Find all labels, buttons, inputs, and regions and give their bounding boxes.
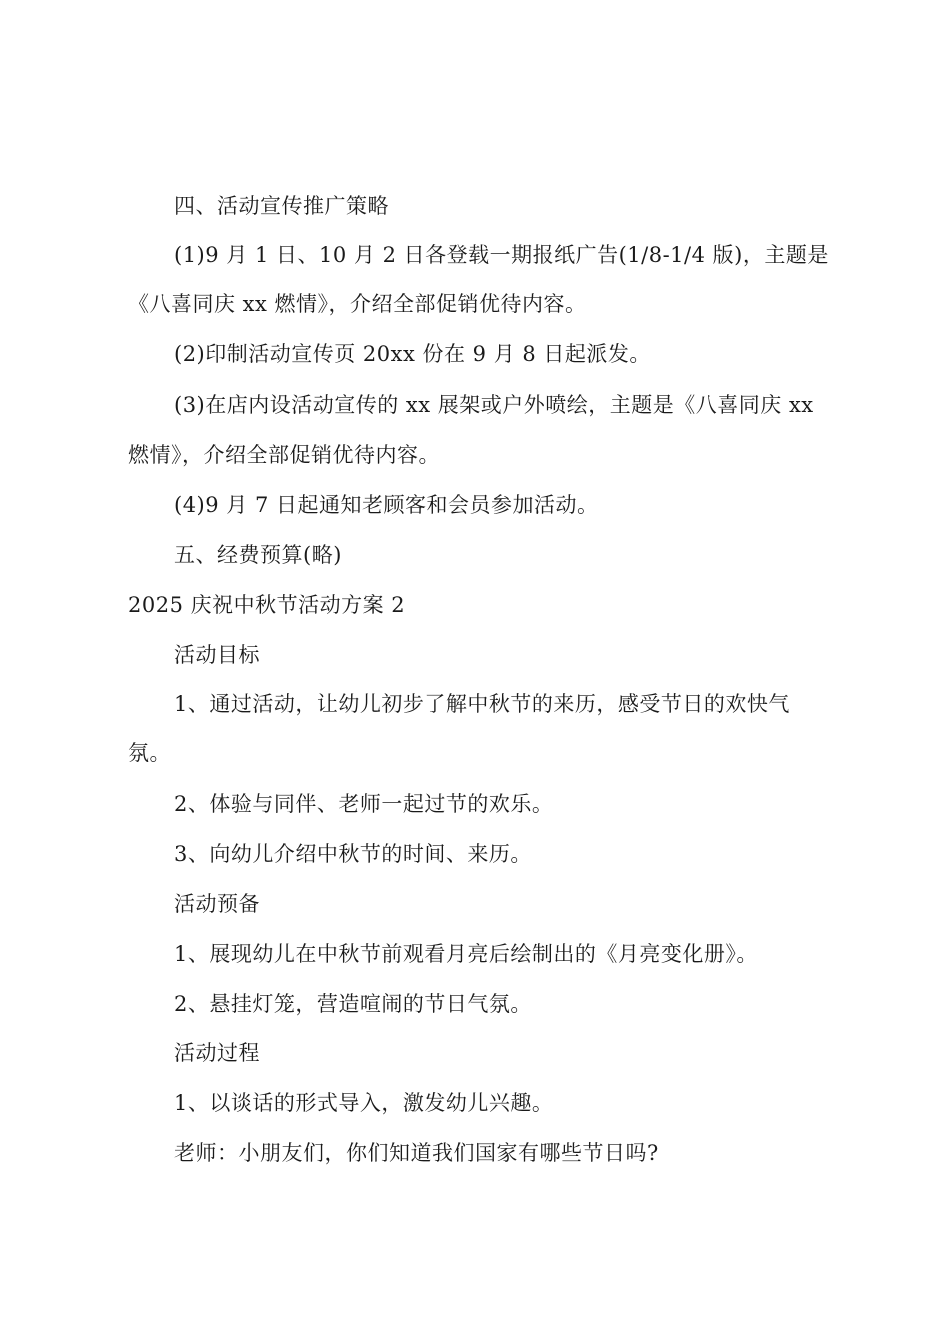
paragraph-line: (2)印制活动宣传页 20xx 份在 9 月 8 日起派发。: [174, 342, 651, 366]
paragraph-line: 1、通过活动，让幼儿初步了解中秋节的来历，感受节日的欢快气: [174, 692, 790, 716]
paragraph-line: (4)9 月 7 日起通知老顾客和会员参加活动。: [174, 493, 599, 517]
section-heading-process: 活动过程: [174, 1041, 260, 1065]
section-heading-budget: 五、经费预算(略): [174, 543, 342, 567]
paragraph-line: (3)在店内设活动宣传的 xx 展架或户外喷绘，主题是《八喜同庆 xx: [174, 393, 814, 417]
paragraph-line: 燃情》，介绍全部促销优待内容。: [128, 443, 440, 467]
paragraph-line: (1)9 月 1 日、10 月 2 日各登载一期报纸广告(1/8-1/4 版)，主题是: [174, 243, 829, 267]
paragraph-line: 1、以谈话的形式导入，激发幼儿兴趣。: [174, 1091, 554, 1115]
section-heading-preparation: 活动预备: [174, 892, 260, 916]
paragraph-line: 氛。: [128, 741, 171, 765]
paragraph-line: 老师：小朋友们，你们知道我们国家有哪些节日吗?: [174, 1141, 659, 1165]
section-heading-goals: 活动目标: [174, 643, 260, 667]
paragraph-line: 3、向幼儿介绍中秋节的时间、来历。: [174, 842, 532, 866]
document-title: 2025 庆祝中秋节活动方案 2: [128, 593, 406, 617]
paragraph-line: 《八喜同庆 xx 燃情》，介绍全部促销优待内容。: [128, 292, 587, 316]
paragraph-line: 1、展现幼儿在中秋节前观看月亮后绘制出的《月亮变化册》。: [174, 942, 758, 966]
section-heading-promotion: 四、活动宣传推广策略: [174, 194, 389, 218]
paragraph-line: 2、体验与同伴、老师一起过节的欢乐。: [174, 792, 554, 816]
paragraph-line: 2、悬挂灯笼，营造喧闹的节日气氛。: [174, 992, 532, 1016]
